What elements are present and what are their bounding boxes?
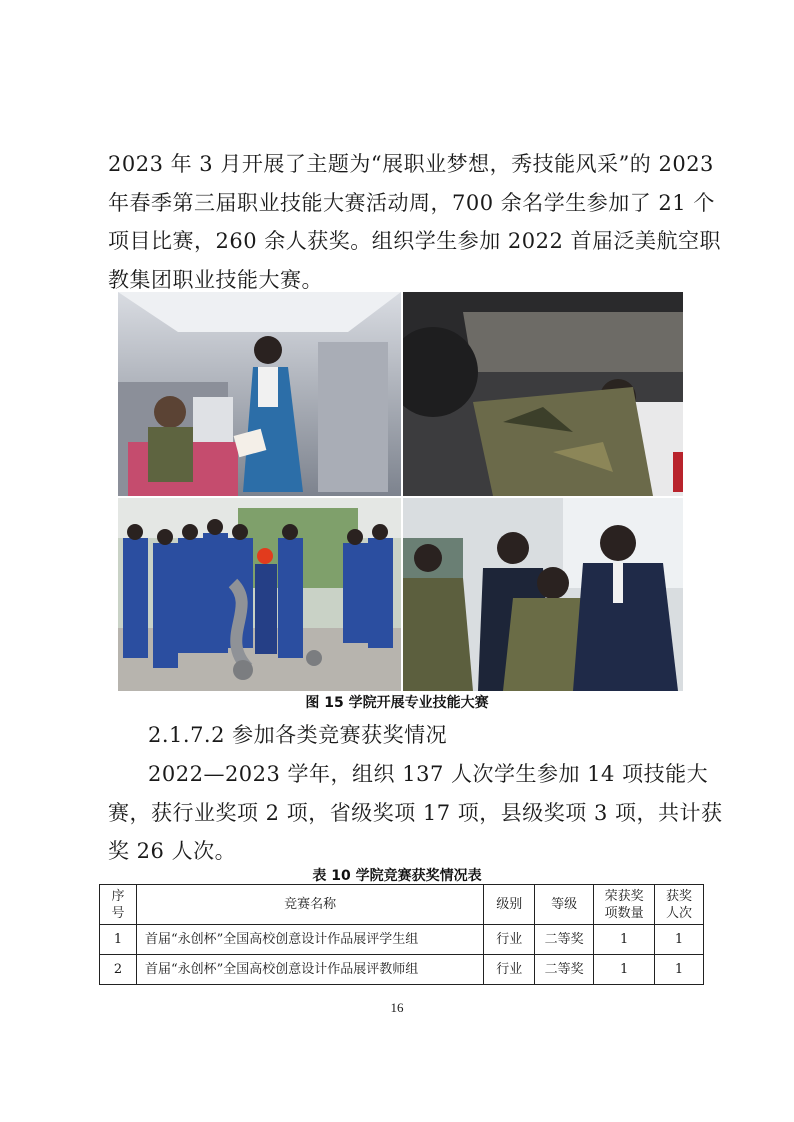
figure-caption: 图 15 学院开展专业技能大赛 <box>305 695 489 711</box>
header-index: 序 号 <box>100 885 137 925</box>
paragraph-line: 赛，获行业奖项 2 项，省级奖项 17 项，县级奖项 3 项，共计获 <box>108 800 723 825</box>
cell-level: 行业 <box>484 955 535 985</box>
paragraph-line: 教集团职业技能大赛。 <box>108 267 323 292</box>
fire-drill-photo <box>118 498 401 691</box>
header-level: 级别 <box>484 885 535 925</box>
table-row <box>100 955 704 985</box>
header-grade: 等级 <box>535 885 594 925</box>
header-count: 荣获奖 项数量 <box>594 885 655 925</box>
section-heading <box>148 716 696 755</box>
paragraph-line: 2022—2023 学年，组织 137 人次学生参加 14 项技能大 <box>148 762 709 786</box>
table-row <box>100 925 704 955</box>
cell-name: 首届“永创杯”全国高校创意设计作品展评学生组 <box>136 925 483 955</box>
paragraph-line: 年春季第三届职业技能大赛活动周，700 余名学生参加了 21 个 <box>108 190 715 215</box>
page-number: 16 <box>390 1000 404 1015</box>
header-persons: 获奖 人次 <box>655 885 704 925</box>
section-heading-text: 2.1.7.2 参加各类竞赛获奖情况 <box>148 723 448 747</box>
intro-paragraph <box>108 145 722 299</box>
competition-photo-grid <box>118 292 683 691</box>
vehicle-maintenance-photo <box>403 292 683 496</box>
cell-persons: 1 <box>655 955 704 985</box>
cell-grade: 二等奖 <box>535 955 594 985</box>
table-header-row <box>100 885 704 925</box>
table-caption: 表 10 学院竞赛获奖情况表 <box>312 868 482 884</box>
cabin-service-photo <box>118 292 401 496</box>
cell-level: 行业 <box>484 925 535 955</box>
awards-paragraph <box>108 755 723 871</box>
header-name: 竞赛名称 <box>136 885 483 925</box>
cell-persons: 1 <box>655 925 704 955</box>
awards-table <box>99 884 704 985</box>
cell-index: 1 <box>100 925 137 955</box>
cell-index: 2 <box>100 955 137 985</box>
cell-count: 1 <box>594 925 655 955</box>
paragraph-line: 奖 26 人次。 <box>108 839 237 863</box>
cell-grade: 二等奖 <box>535 925 594 955</box>
etiquette-classroom-photo <box>403 498 683 691</box>
paragraph-line: 项目比赛，260 余人获奖。组织学生参加 2022 首届泛美航空职 <box>108 229 722 253</box>
cell-count: 1 <box>594 955 655 985</box>
cell-name: 首届“永创杯”全国高校创意设计作品展评教师组 <box>136 955 483 985</box>
paragraph-line: 2023 年 3 月开展了主题为“展职业梦想，秀技能风采”的 2023 <box>108 152 714 176</box>
